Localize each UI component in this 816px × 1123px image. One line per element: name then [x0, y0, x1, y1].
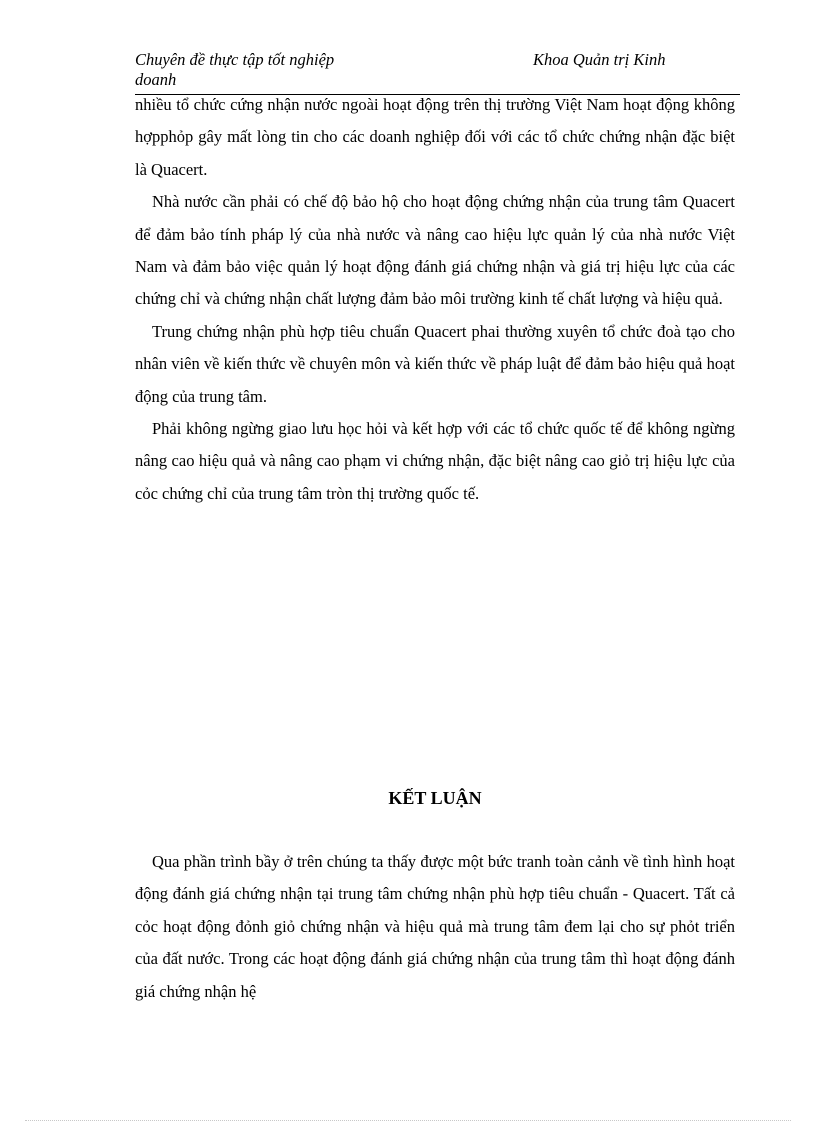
paragraph-staff-training: Trung chứng nhận phù hợp tiêu chuẩn Quacert phai thường xuyên tổ chức đoà tạo cho nhân viên về kiến thức về chuyên môn và kiến thức về pháp luật để đảm bảo hiệu quả hoạt động của trung tâm.: [135, 321, 735, 406]
paragraph-continuation: nhiều tổ chức cứng nhận nước ngoài hoạt động trên thị trường Việt Nam hoạt động không hợpphỏp gây mất lòng tin cho các doanh nghiệp đối với các tổ chức chứng nhận đặc biệt là Quacert.: [135, 95, 735, 179]
conclusion-block: [135, 846, 735, 1008]
paragraph-state-protection: Nhà nước cần phải có chế độ bảo hộ cho hoạt động chứng nhận của trung tâm Quacert để đảm bảo tính pháp lý của nhà nước và nâng cao hiệu lực quản lý của nhà nước Việt Nam và đảm bảo việc quản lý hoạt động đánh giá chứng nhận và giá trị hiệu lực của các chứng chỉ và chứng nhận chất lượng đảm bảo môi trường kinh tế chất lượng và hiệu quả.: [135, 192, 735, 309]
recommendations-block: [135, 89, 735, 510]
header-left-text: [135, 50, 395, 90]
paragraph-conclusion: Qua phần trình bầy ở trên chúng ta thấy được một bức tranh toàn cảnh về tình hình hoạt động đánh giá chứng nhận tại trung tâm chứng nhận phù hợp tiêu chuẩn - Quacert. Tất cả cỏc hoạt động đỏnh giỏ chứng nhận và hiệu quả mà trung tâm đem lại cho sự phỏt triển của đất nước. Trong các hoạt động đánh giá chứng nhận của trung tâm thì hoạt động đánh giá chứng nhận hệ: [135, 852, 735, 1001]
header-left-wrap: doanh: [135, 70, 177, 89]
section-title-conclusion: KẾT LUẬN: [388, 788, 482, 808]
page-bottom-border: [25, 1120, 791, 1121]
paragraph-international-cooperation: Phải không ngừng giao lưu học hỏi và kết hợp với các tổ chức quốc tế để không ngừng nâng cao hiệu quả và nâng cao phạm vi chứng nhận, đặc biệt nâng cao giỏ trị hiệu lực của cỏc chứng chỉ của trung tâm tròn thị trường quốc tế.: [135, 419, 735, 503]
header-right-text: Khoa Quản trị Kinh: [533, 50, 666, 69]
header-left-title: Chuyên đề thực tập tốt nghiệp: [135, 50, 335, 69]
